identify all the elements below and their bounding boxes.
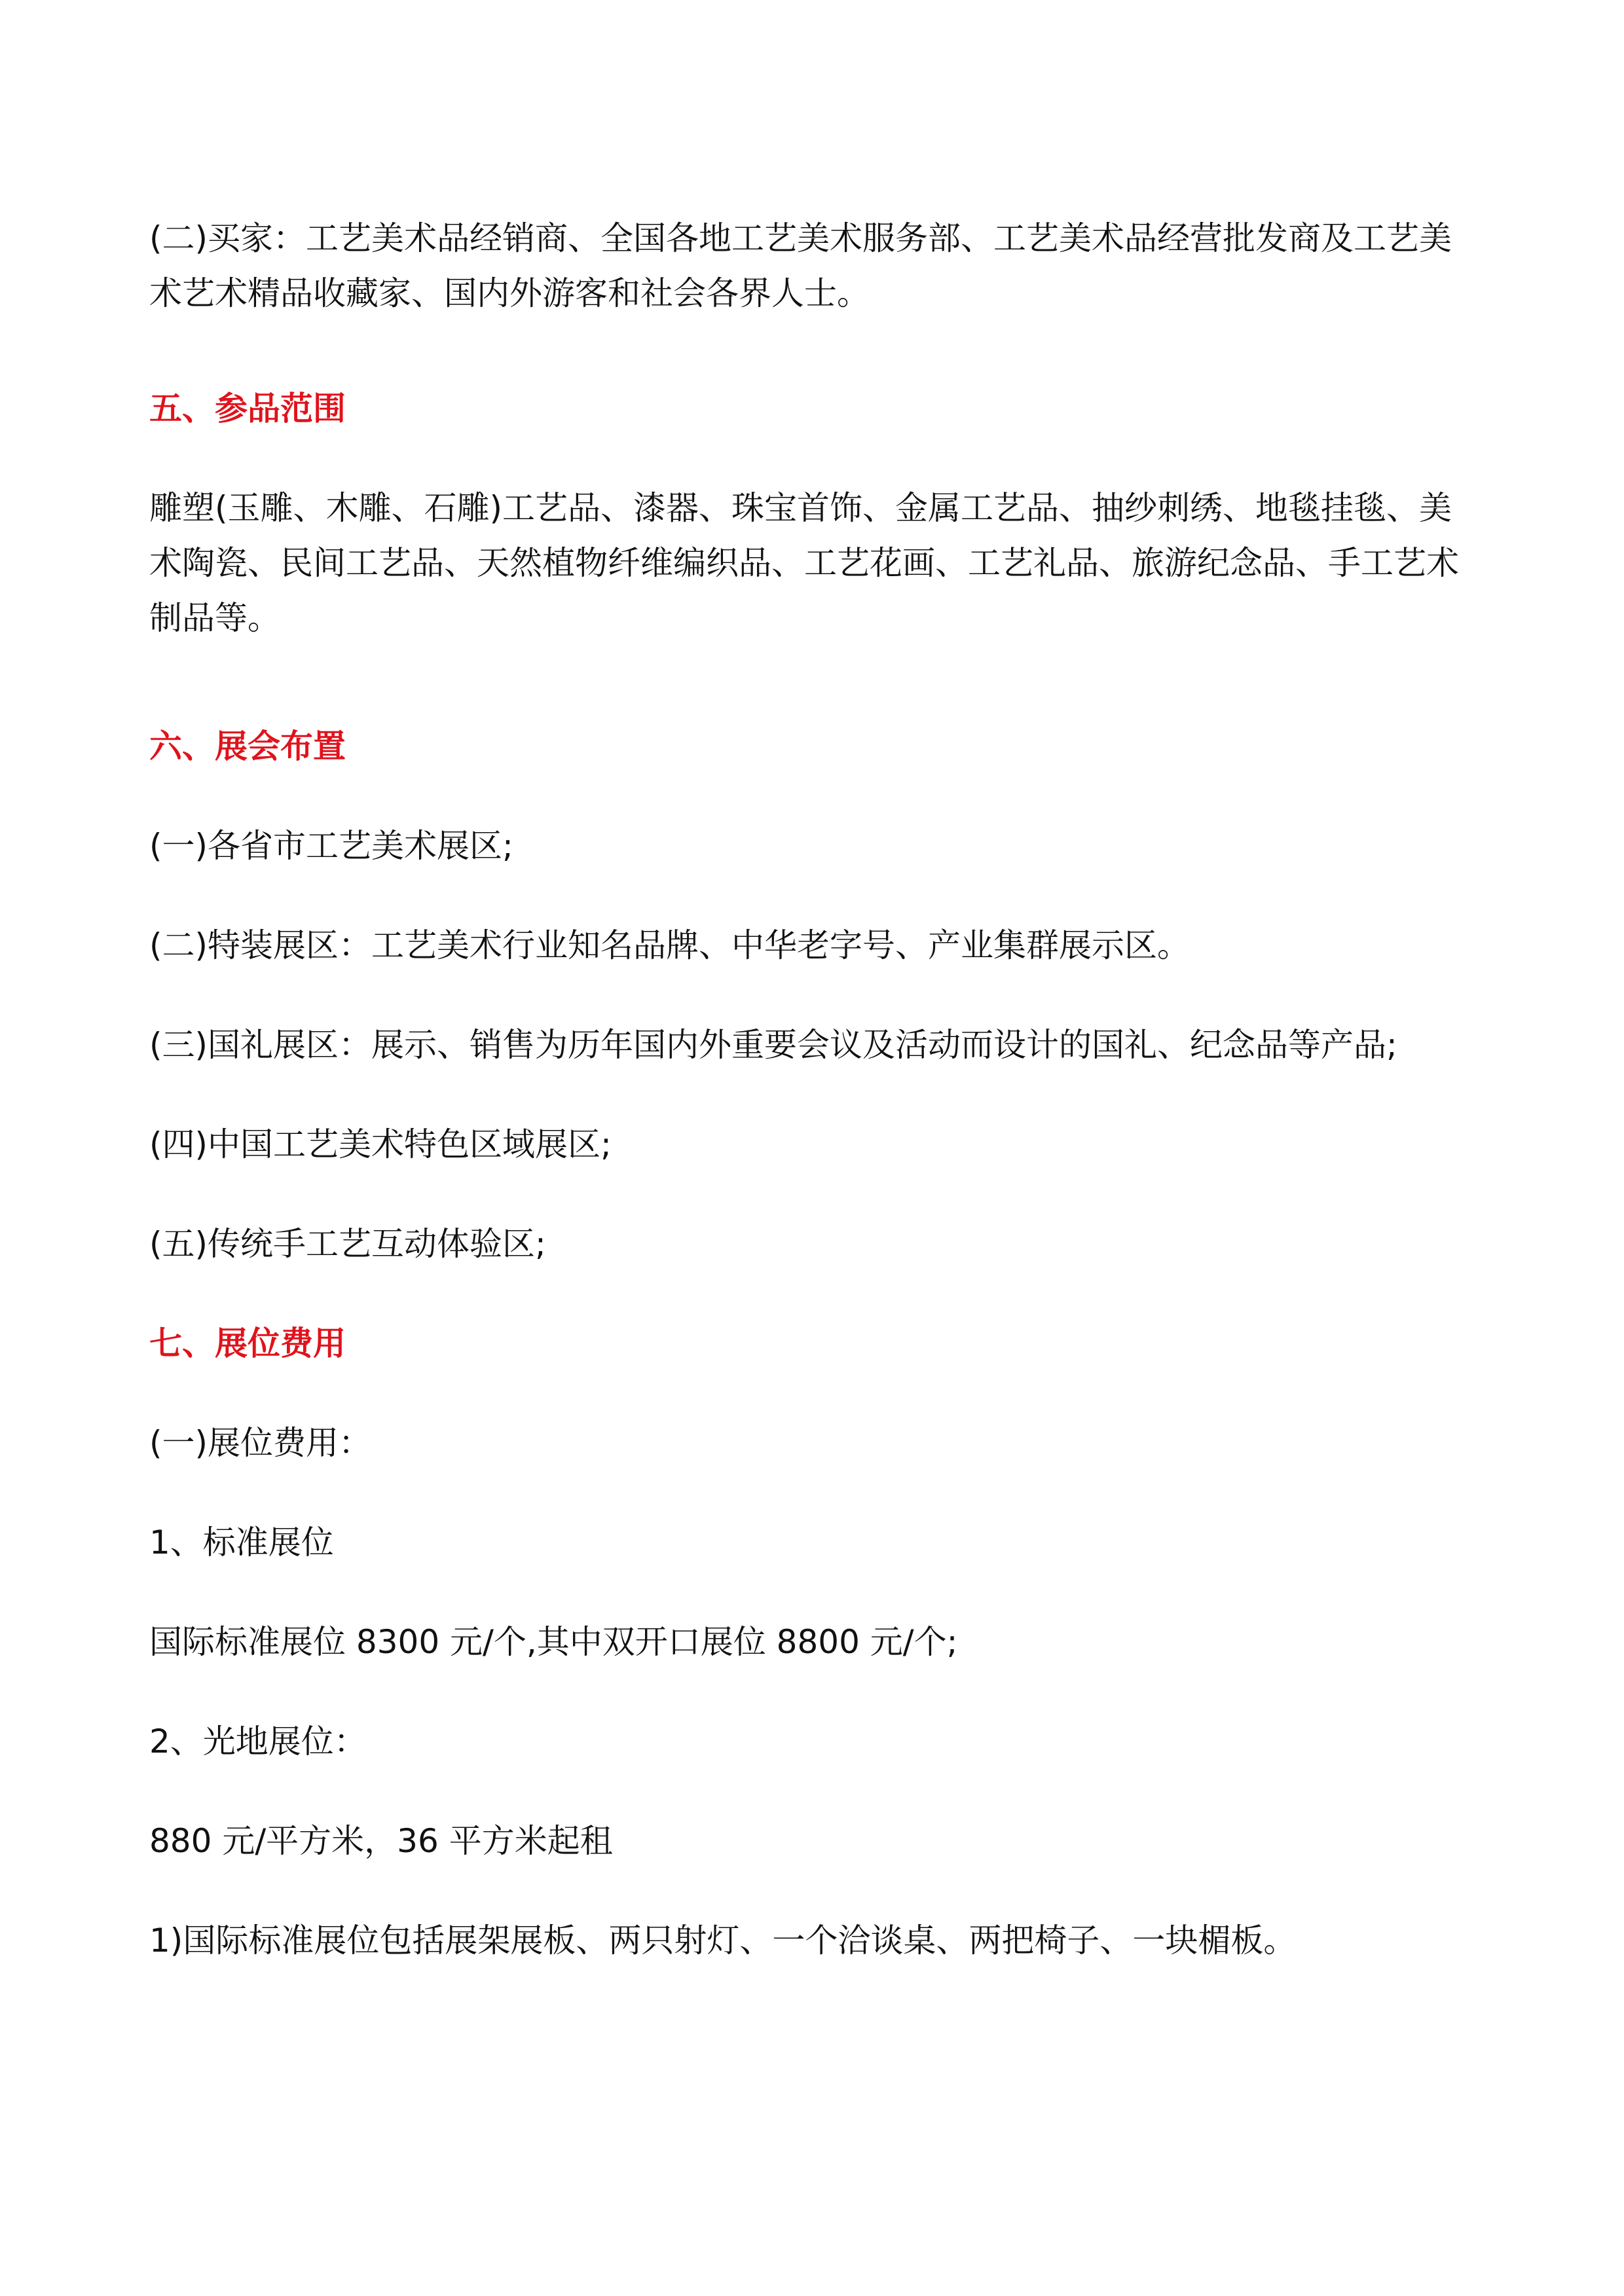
layout-item-special-zone: (二)特装展区：工艺美术行业知名品牌、中华老字号、产业集群展示区。 (149, 926, 1190, 964)
section-heading-exhibition-layout: 六、展会布置 (149, 727, 346, 765)
scope-paragraph: 雕塑(玉雕、木雕、石雕)工艺品、漆器、珠宝首饰、金属工艺品、抽纱刺绣、地毯挂毯、美术陶瓷、民间工艺品、天然植物纤维编织品、工艺花画、工艺礼品、旅游纪念品、手工艺术制品等。 (149, 489, 1459, 637)
layout-item-provincial-zone: (一)各省市工艺美术展区; (149, 827, 513, 865)
buyers-paragraph: (二)买家：工艺美术品经销商、全国各地工艺美术服务部、工艺美术品经营批发商及工艺美术艺术精品收藏家、国内外游客和社会各界人士。 (149, 219, 1452, 312)
section-heading-participation-scope: 五、参品范围 (149, 390, 346, 428)
section-heading-booth-fees: 七、展位费用 (149, 1324, 346, 1362)
layout-item-state-gift-zone: (三)国礼展区：展示、销售为历年国内外重要会议及活动而设计的国礼、纪念品等产品; (149, 1026, 1397, 1064)
raw-space-title: 2、光地展位： (149, 1722, 367, 1760)
layout-item-regional-zone: (四)中国工艺美术特色区域展区; (149, 1125, 612, 1163)
raw-space-price: 880 元/平方米，36 平方米起租 (149, 1822, 613, 1860)
layout-item-handicraft-zone: (五)传统手工艺互动体验区; (149, 1225, 546, 1263)
standard-booth-price: 国际标准展位 8300 元/个,其中双开口展位 8800 元/个; (149, 1623, 958, 1661)
fees-subtitle: (一)展位费用： (149, 1424, 372, 1462)
standard-booth-title: 1、标准展位 (149, 1523, 334, 1561)
standard-booth-includes-note: 1)国际标准展位包括展架展板、两只射灯、一个洽谈桌、两把椅子、一块楣板。 (149, 1922, 1297, 1959)
